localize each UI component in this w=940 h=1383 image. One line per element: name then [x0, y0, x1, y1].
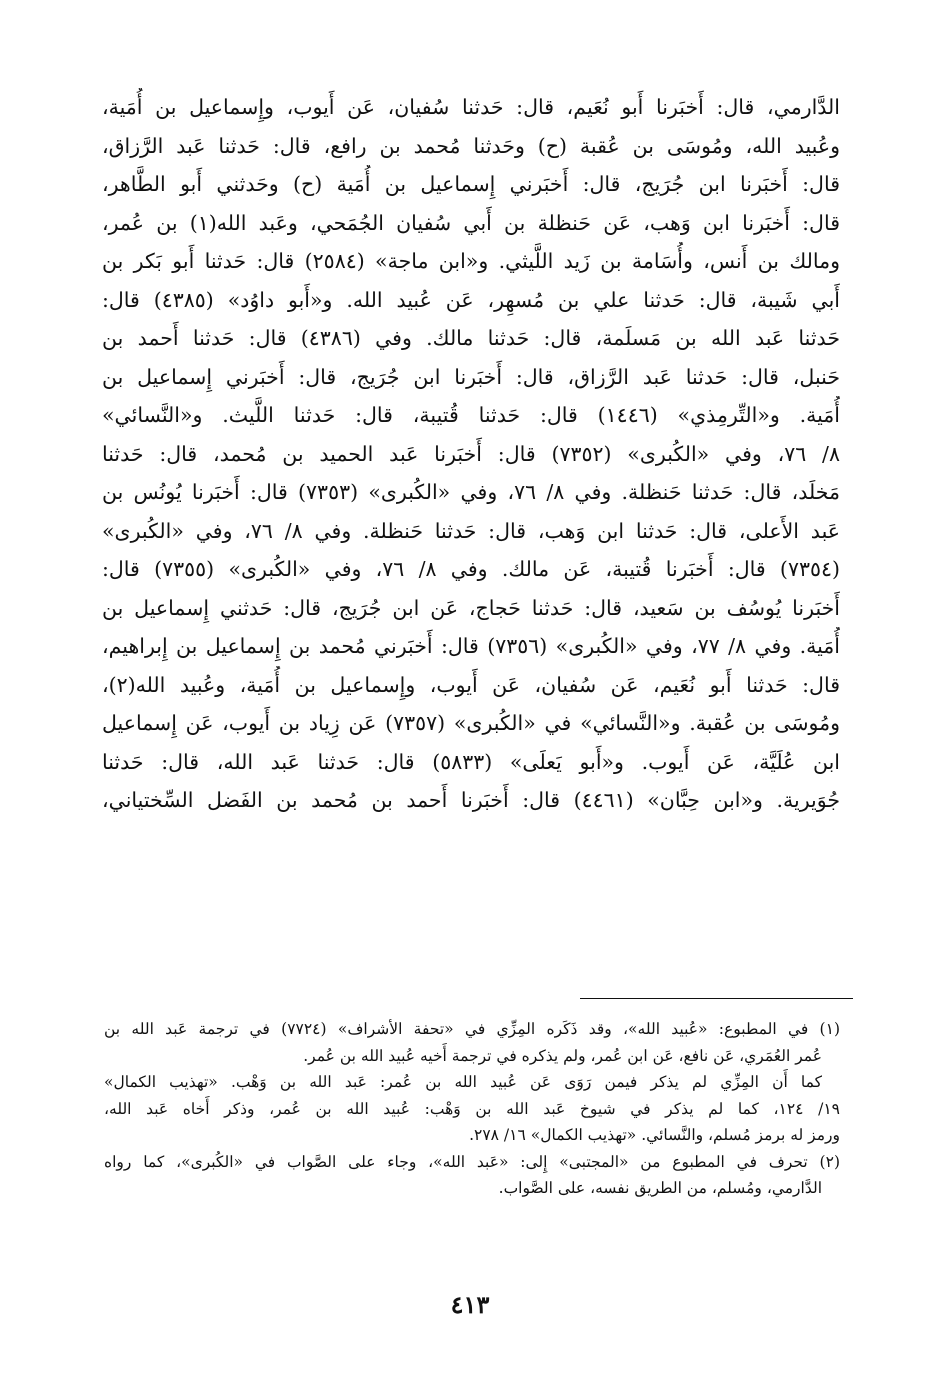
footnotes	[104, 1016, 840, 1202]
text-line: أَبي شَيبة، قال: حَدثنا علي بن مُسهِر، عَن عُبيد الله. و«أَبو داوُد» (٤٣٨٥) قال:	[102, 287, 840, 312]
text-line: الدَّارمي، قال: أَخبَرنا أَبو نُعَيم، قال: حَدثنا سُفيان، عَن أَيوب، وإِسماعيل بن أُمَية،	[102, 95, 840, 119]
text-line: ٨/ ٧٦، وفي «الكُبرى» (٧٣٥٢) قال: أَخبَرنا عَبد الحميد بن مُحمد، قال: حَدثنا	[102, 441, 840, 466]
footnote-line: (٢) تحرف في المطبوع من «المجتبى» إِلى: «عَبد الله»، وجاء على الصَّواب في «الكُبرى»، كما رواه	[104, 1152, 840, 1171]
text-line: قال: أَخبَرنا ابن جُرَيج، قال: أَخبَرني إِسماعيل بن أُمَية (ح) وحَدثني أَبو الطَّاهر،	[102, 172, 840, 196]
text-line: ومالك بن أَنس، وأُسَامة بن زَيد اللَّيثي. و«ابن ماجة» (٢٥٨٤) قال: حَدثنا أَبو بَكر بن	[102, 249, 840, 273]
text-line: حَدثنا عَبد الله بن مَسلَمة، قال: حَدثنا مالك. وفي (٤٣٨٦) قال: حَدثنا أَحمد بن	[102, 326, 840, 350]
page-number: ٤١٣	[450, 1290, 490, 1319]
text-line: ابن عُلَيَّة، عَن أَيوب. و«أَبو يَعلَى» (٥٨٣٣) قال: حَدثنا عَبد الله، قال: حَدثنا	[102, 749, 840, 774]
text-line: أُمَية. وفي ٨/ ٧٧، وفي «الكُبرى» (٧٣٥٦) قال: أَخبَرني مُحمد بن إِسماعيل بن إِبراهيم،	[102, 634, 840, 658]
text-line: قال: أَخبَرنا ابن وَهب، عَن حَنظلة بن أَبي سُفيان الجُمَحي، وعَبد الله(١) بن عُمر،	[102, 210, 840, 235]
text-line: وعُبيد الله، ومُوسَى بن عُقبة (ح) وحَدثنا مُحمد بن رافع، قال: حَدثنا عَبد الرَّزاق،	[102, 133, 840, 158]
text-line: عَبد الأَعلى، قال: حَدثنا ابن وَهب، قال: حَدثنا حَنظلة. وفي ٨/ ٧٦، وفي «الكُبرى»	[102, 518, 840, 543]
text-line: أُمَية. و«التِّرمِذي» (١٤٤٦) قال: حَدثنا قُتيبة، قال: حَدثنا اللَّيث. و«النَّسائي»	[102, 403, 840, 427]
text-line: جُوَيرية. و«ابن حِبَّان» (٤٤٦١) قال: أَخبَرنا أَحمد بن مُحمد بن الفَضل السِّختياني،	[102, 788, 840, 812]
footnote-line: الدَّارمي، ومُسلم، من الطريق نفسه، على الصَّواب.	[498, 1179, 822, 1197]
text-line: أَخبَرنا يُوسُف بن سَعيد، قال: حَدثنا حَجاج، عَن ابن جُرَيج، قال: حَدثني إِسماعيل بن	[102, 595, 840, 620]
footnote-line: عُمر العُمَري، عَن نافع، عَن ابن عُمر، ولم يذكره في ترجمة أَخيه عُبيد الله بن عُمر.	[303, 1046, 822, 1065]
footnote-line: ١٩/ ١٢٤، كما لم يذكر في شيوخ عَبد الله بن وَهْب: عُبيد الله بن عُمر، وذكر أَخاه عَبد الله،	[104, 1099, 840, 1118]
text-line: قال: حَدثنا أَبو نُعَيم، عَن سُفيان، عَن أَيوب، وإِسماعيل بن أُمَية، وعُبيد الله(٢)،	[102, 672, 840, 697]
text-line: مَخلَد، قال: حَدثنا حَنظلة. وفي ٨/ ٧٦، وفي «الكُبرى» (٧٣٥٣) قال: أَخبَرنا يُونُس بن	[102, 480, 840, 504]
footnote-line: كما أَن المِزِّي لم يذكر فيمن رَوَى عَن عُبيد الله بن عُمر: عَبد الله بن وَهْب. «تهذيب الكمال»	[104, 1073, 822, 1091]
text-line: ومُوسَى بن عُقبة. و«النَّسائي» في «الكُبرى» (٧٣٥٧) عَن زِياد بن أَيوب، عَن إِسماعيل	[102, 711, 840, 735]
main-text	[102, 88, 840, 820]
footnote-line: ورمز له برمز مُسلم، والنَّسائي. «تهذيب الكمال» ١٦/ ٢٧٨.	[469, 1126, 840, 1144]
footnote-line: (١) في المطبوع: «عُبيد الله»، وقد ذَكَره المِزِّي في «تحفة الأشراف» (٧٧٢٤) في ترجمة عَبد الله بن	[104, 1020, 840, 1038]
text-line: (٧٣٥٤) قال: أَخبَرنا قُتيبة، عَن مالك. وفي ٨/ ٧٦، وفي «الكُبرى» (٧٣٥٥) قال:	[102, 557, 840, 581]
footnote-divider	[580, 998, 853, 999]
text-line: حَنبل، قال: حَدثنا عَبد الرَّزاق، قال: أَخبَرنا ابن جُرَيج، قال: أَخبَرني إِسماعيل بن	[102, 364, 840, 389]
